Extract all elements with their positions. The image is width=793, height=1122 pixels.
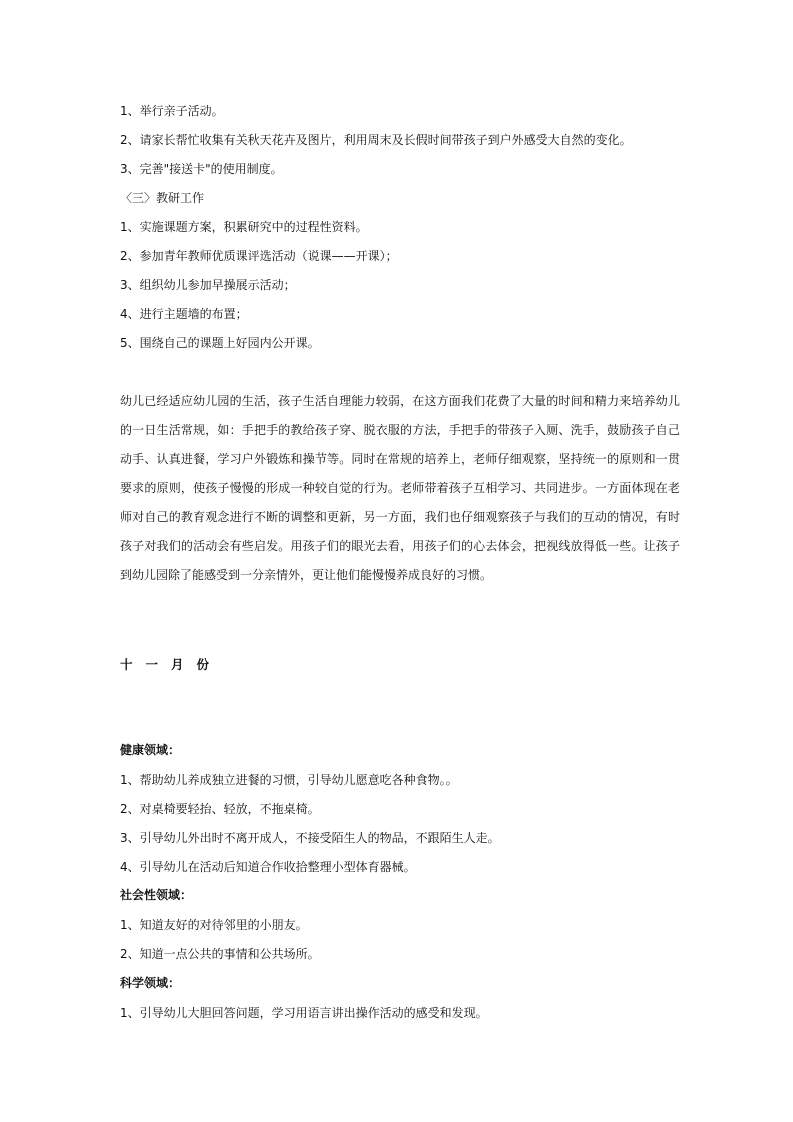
section-heading-teaching-research: 〈三〉教研工作 <box>120 191 205 205</box>
list-item: 1、实施课题方案，积累研究中的过程性资料。 <box>120 220 368 234</box>
list-item: 4、引导幼儿在活动后知道合作收拾整理小型体育器械。 <box>120 860 416 874</box>
list-item: 3、引导幼儿外出时不离开成人，不接受陌生人的物品，不跟陌生人走。 <box>120 831 500 845</box>
section-heading-science: 科学领域： <box>120 976 181 990</box>
month-title: 十一月份 <box>120 657 223 672</box>
list-item: 1、举行亲子活动。 <box>120 104 224 118</box>
list-item: 4、进行主题墙的布置； <box>120 307 248 321</box>
list-item: 3、组织幼儿参加早操展示活动； <box>120 278 296 292</box>
list-item: 5、围绕自己的课题上好园内公开课。 <box>120 336 320 350</box>
list-item: 1、引导幼儿大胆回答问题，学习用语言讲出操作活动的感受和发现。 <box>120 1006 488 1020</box>
list-item: 2、对桌椅要轻抬、轻放，不拖桌椅。 <box>120 802 320 816</box>
list-item: 2、请家长帮忙收集有关秋天花卉及图片，利用周末及长假时间带孩子到户外感受大自然的变化。 <box>120 133 632 147</box>
list-item: 1、帮助幼儿养成独立进餐的习惯，引导幼儿愿意吃各种食物。。 <box>120 773 458 787</box>
list-item: 1、知道友好的对待邻里的小朋友。 <box>120 918 308 932</box>
list-item: 2、参加青年教师优质课评选活动（说课——开课）； <box>120 249 398 263</box>
section-heading-health: 健康领域： <box>120 743 181 757</box>
summary-paragraph: 幼儿已经适应幼儿园的生活，孩子生活自理能力较弱，在这方面我们花费了大量的时间和精力来培养幼儿的一日生活常规，如：手把手的教给孩子穿、脱衣服的方法，手把手的带孩子入厕、洗手，鼓励孩子自己动手、认真进餐，学习户外锻炼和操节等。同时在常规的培养上，老师仔细观察，坚持统一的原则和一贯要求的原则，使孩子慢慢的形成一种较自觉的行为。老师带着孩子互相学习、共同进步。一方面体现在老师对自己的教育观念进行不断的调整和更新，另一方面，我们也仔细观察孩子与我们的互动的情况，有时孩子对我们的活动会有些启发。用孩子们的眼光去看，用孩子们的心去体会，把视线放得低一些。让孩子到幼儿园除了能感受到一分亲情外，更让他们能慢慢养成良好的习惯。 <box>120 394 680 582</box>
section-heading-social: 社会性领域： <box>120 888 193 902</box>
list-item: 2、知道一点公共的事情和公共场所。 <box>120 947 320 961</box>
list-item: 3、完善"接送卡"的使用制度。 <box>120 162 283 176</box>
